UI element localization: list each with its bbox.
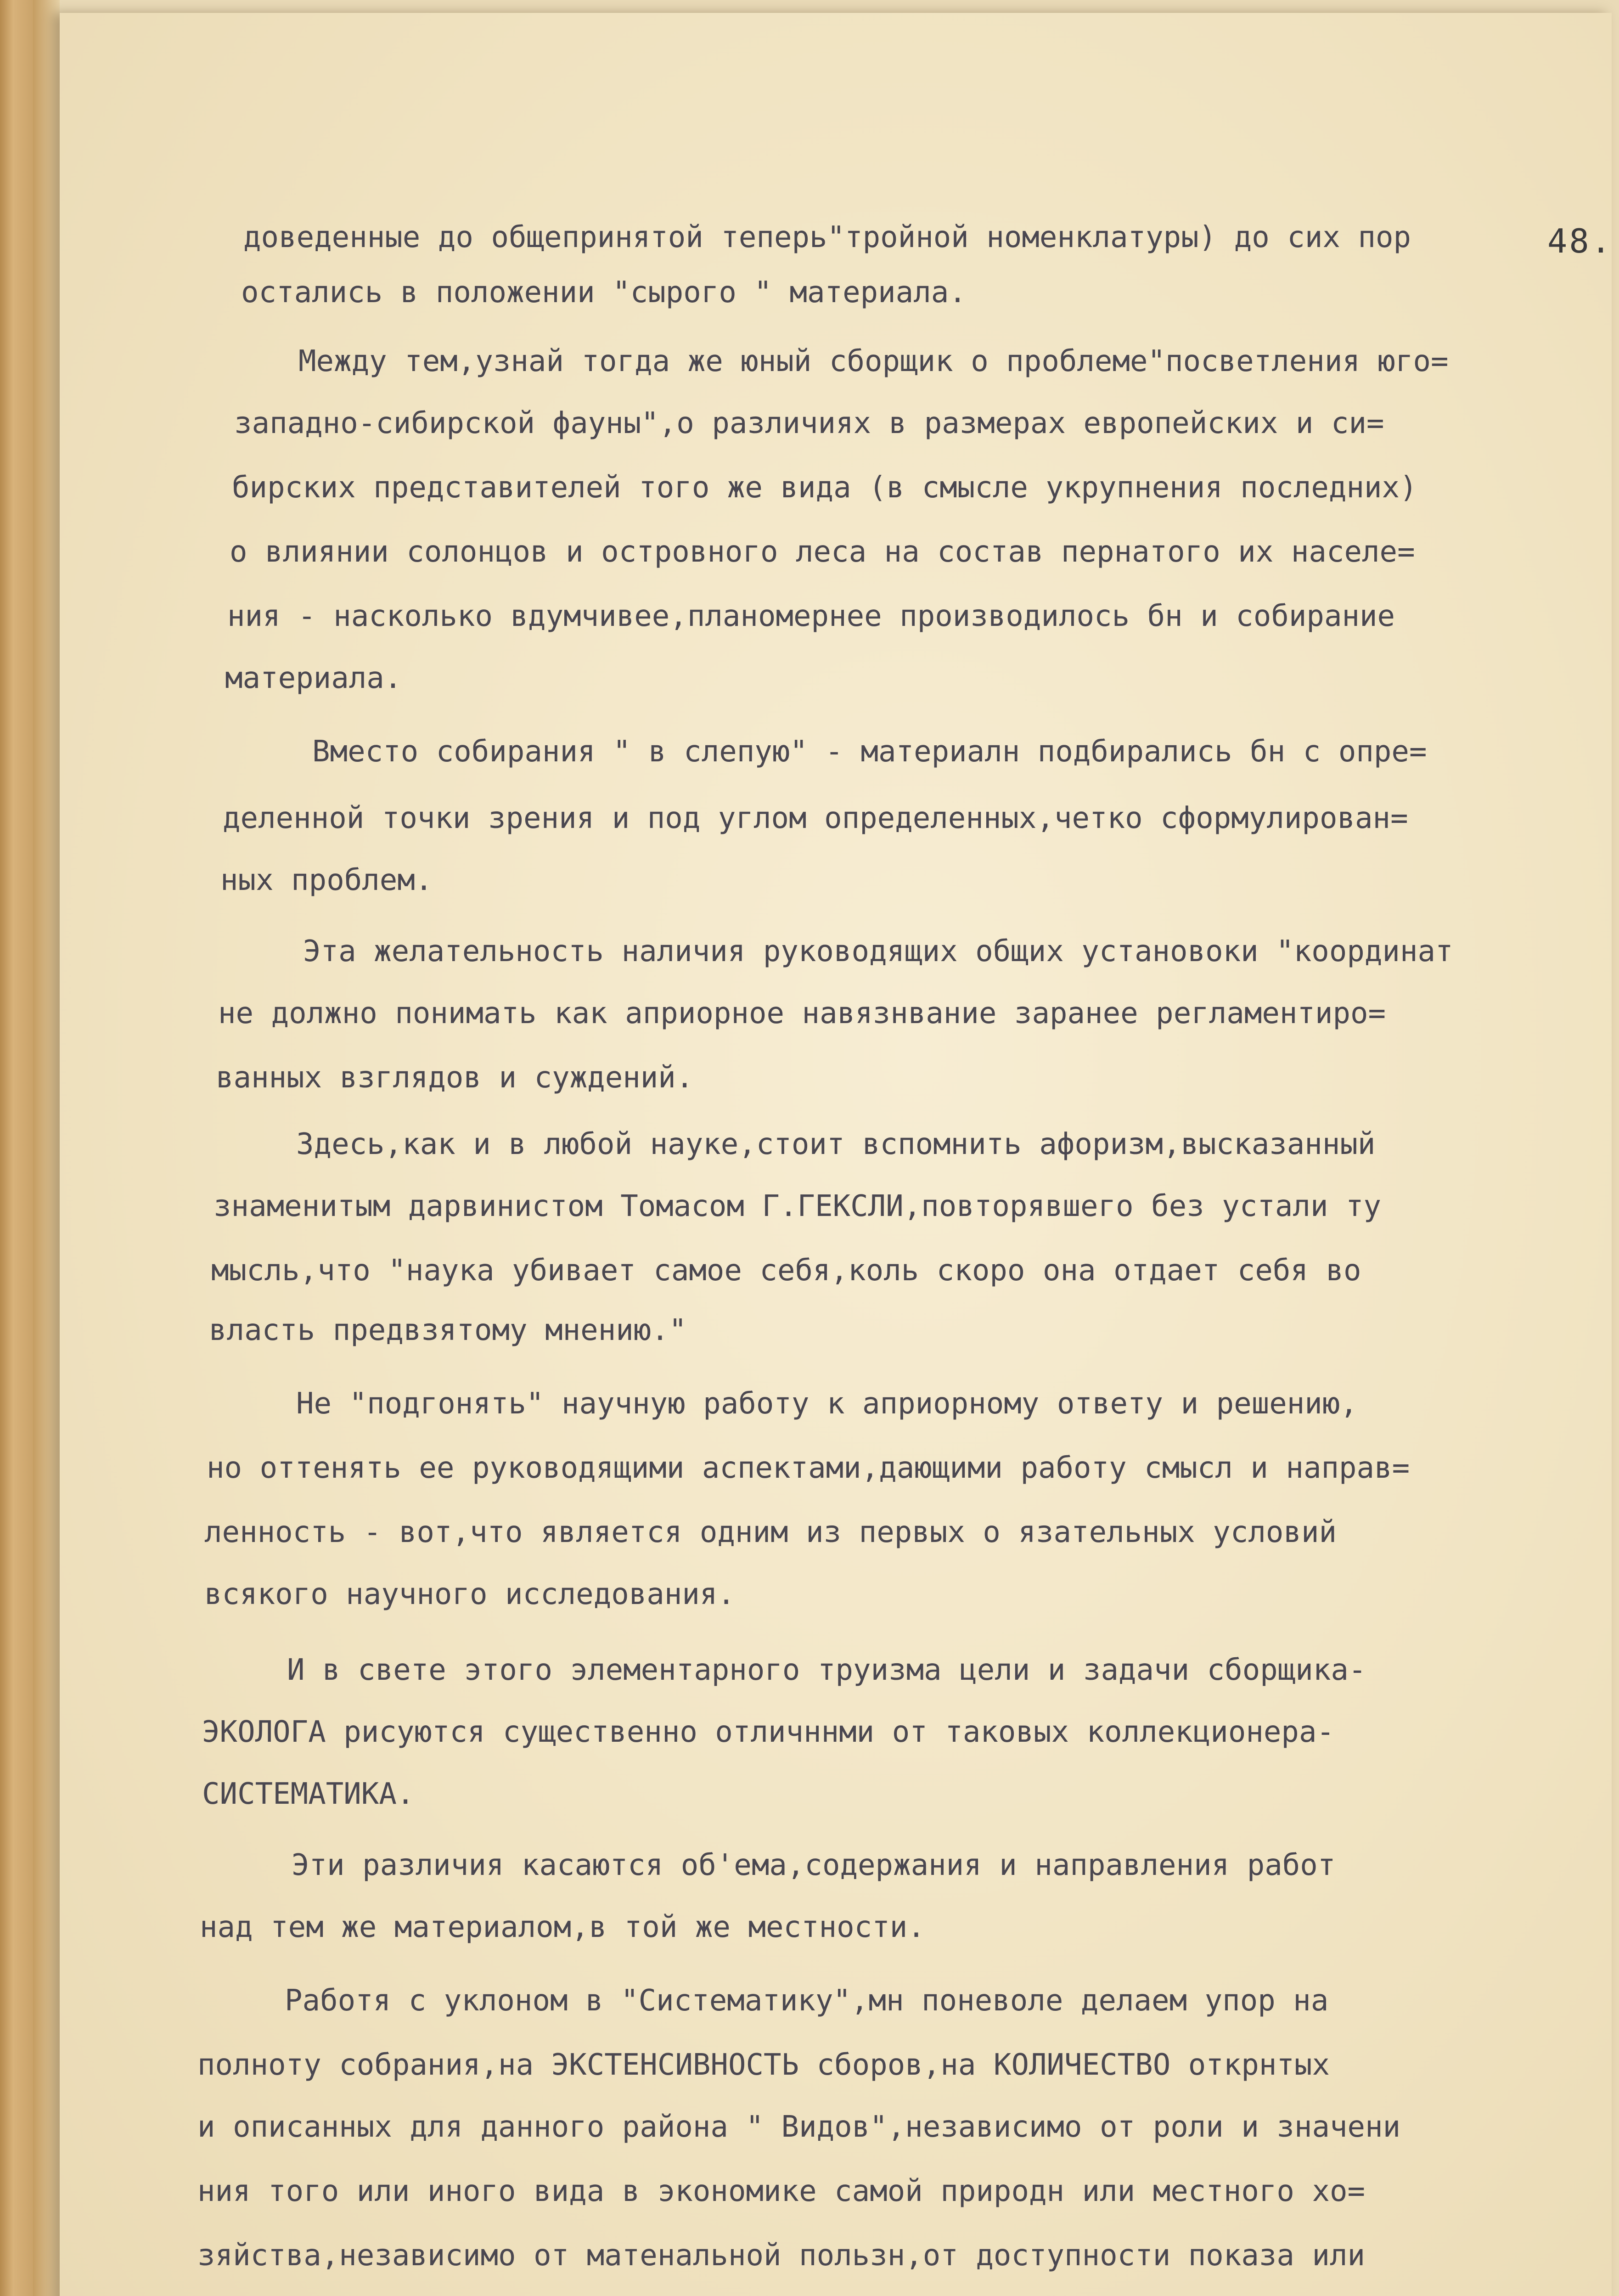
text-line: ванных взглядов и суждений. [216, 1061, 694, 1095]
folder-binding [0, 0, 33, 2296]
text-line: доведенные до общепринятой теперь"тройной номенклатуры) до сих пор [243, 220, 1411, 254]
text-line: ния того или иного вида в экономике самой природн или местного хо= [197, 2174, 1366, 2208]
text-line: ния - насколько вдумчивее,планомернее производилось бн и собирание [227, 599, 1395, 633]
text-line: зяйства,независимо от матенальной пользн,от доступности показа или [197, 2239, 1366, 2273]
text-line: остались в положении "сырого " материала. [241, 276, 967, 310]
text-line: мысль,что "наука убивает самое себя,коль скоро она отдает себя во [211, 1254, 1361, 1288]
text-line: власть предвзятому мнению." [209, 1313, 687, 1347]
text-line: и описанных для данного района " Видов",независимо от роли и значени [197, 2110, 1401, 2144]
text-line: ных проблем. [220, 863, 433, 897]
text-line: о влиянии солонцов и островного леса на состав пернатого их населе= [230, 535, 1415, 569]
text-line: Между тем,узнай тогда же юный сборщик о проблеме"посветления юго= [298, 344, 1449, 378]
page-number: 48. [1547, 222, 1613, 260]
text-line: материала. [225, 661, 402, 695]
text-line: Эта желательность наличия руководящих общих установоки "координат [303, 934, 1453, 968]
text-line: западно-сибирской фауны",о различиях в размерах европейских и си= [234, 406, 1384, 440]
text-line: Вместо собирания " в слепую" - материалн подбирались бн с опре= [312, 735, 1427, 769]
text-line: деленной точки зрения и под углом определенных,четко сформулирован= [223, 801, 1408, 835]
text-line: Эти различия касаются об'ема,содержания и направления работ [292, 1848, 1336, 1882]
text-line: не должно понимать как априорное навязнвание заранее регламентиро= [218, 996, 1386, 1030]
text-line: но оттенять ее руководящими аспектами,дающими работу смысл и направ= [207, 1451, 1410, 1485]
text-line: И в свете этого элементарного труизма цели и задачи сборщика- [287, 1653, 1366, 1687]
text-line: ЭКОЛОГА рисуются существенно отличннми от таковых коллекционера- [202, 1715, 1334, 1749]
text-line: полноту собрания,на ЭКСТЕНСИВНОСТЬ сборов,на КОЛИЧЕСТВО открнтых [197, 2048, 1330, 2082]
text-line: всякого научного исследования. [204, 1577, 735, 1611]
text-line: над тем же материалом,в той же местности. [200, 1910, 925, 1944]
text-line: ленность - вот,что является одним из первых о язательных условий [204, 1515, 1337, 1549]
text-line: бирских представителей того же вида (в смысле укрупнения последних) [232, 471, 1417, 505]
text-line: СИСТЕМАТИКА. [202, 1777, 415, 1811]
text-line: знаменитым дарвинистом Томасом Г.ГЕКСЛИ,повторявшего без устали ту [214, 1189, 1382, 1223]
text-line: Не "подгонять" научную работу к априорному ответу и решению, [296, 1387, 1358, 1421]
page-edge-shadow [33, 0, 60, 2296]
text-line: Работя с уклоном в "Систематику",мн поневоле делаем упор на [285, 1984, 1329, 2018]
text-line: Здесь,как и в любой науке,стоит вспомнить афоризм,высказанный [296, 1127, 1376, 1161]
